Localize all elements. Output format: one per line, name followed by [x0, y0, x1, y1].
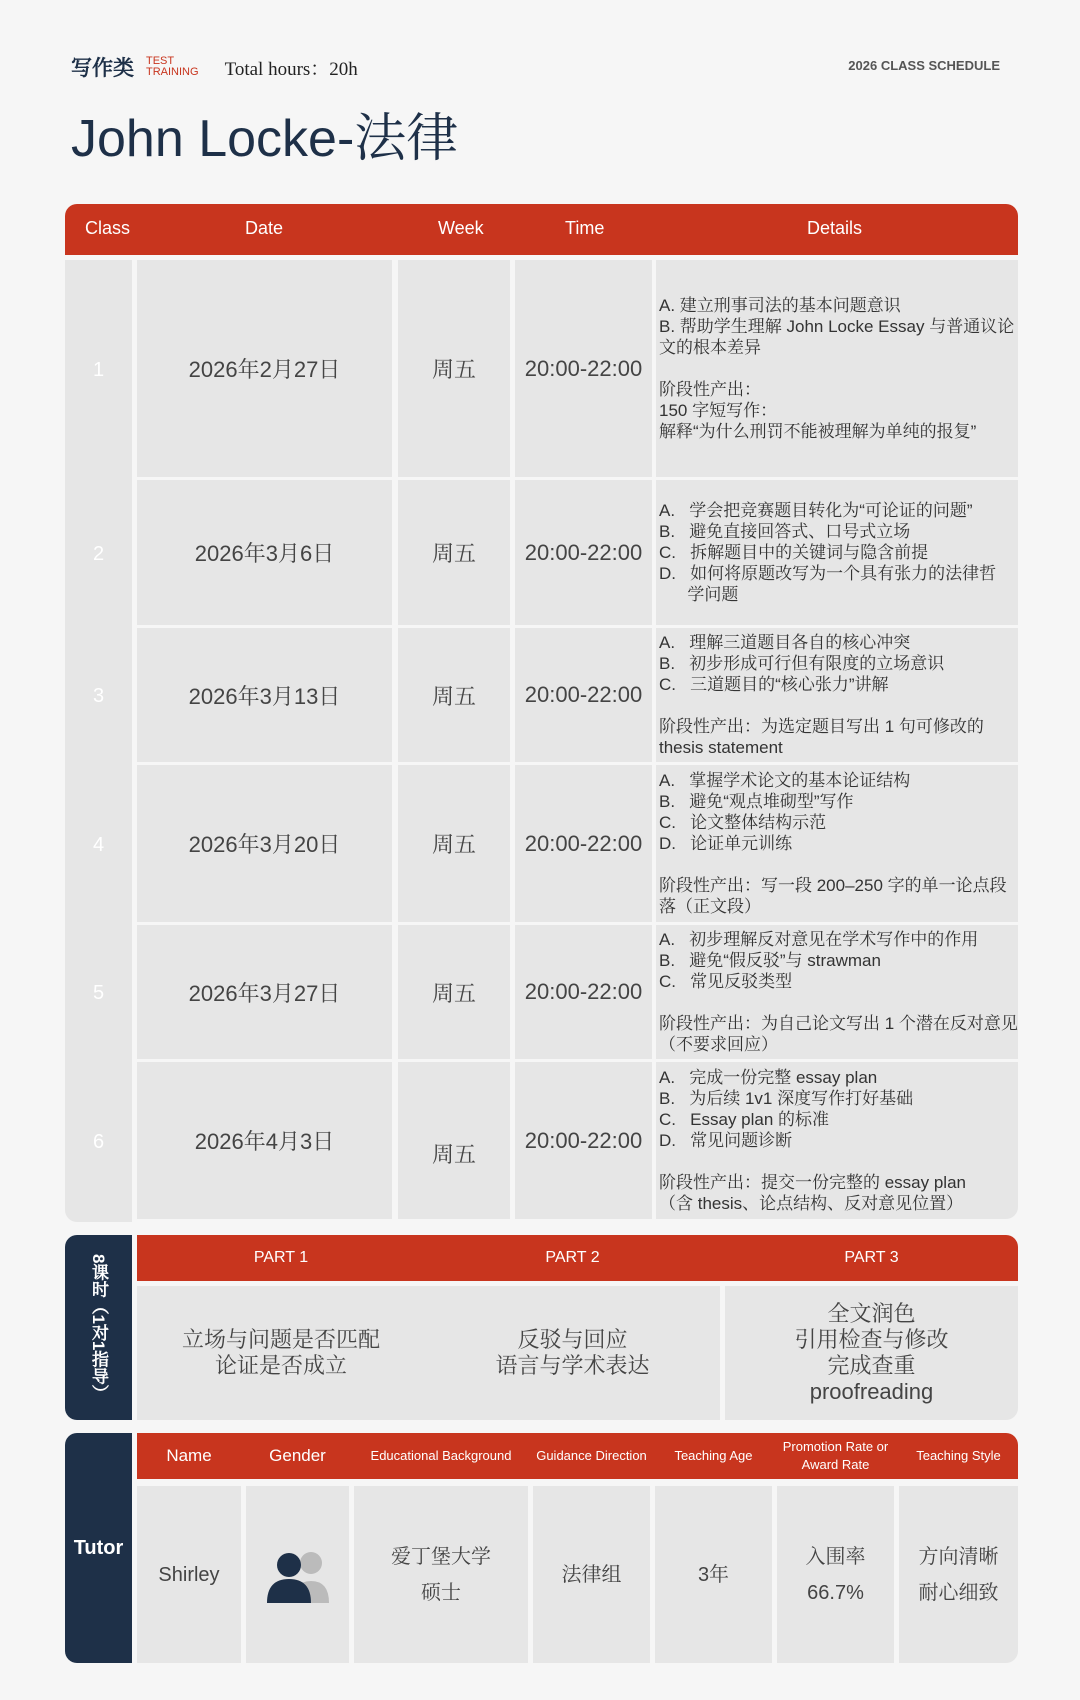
part-content: 反驳与回应 语言与学术表达 [425, 1286, 720, 1420]
total-hours: Total hours：20h [224, 58, 358, 80]
class-time: 20:00-22:00 [515, 480, 652, 625]
test-training-badge [146, 56, 199, 78]
class-number: 5 [65, 925, 132, 1062]
tutor-col-header: Educational Background [370, 1448, 512, 1463]
header-meta [71, 52, 358, 82]
class-time: 20:00-22:00 [515, 925, 652, 1059]
tutor-direction: 法律组 [533, 1486, 650, 1663]
tutor-col-header: Name [166, 1446, 212, 1465]
tutor-rate: 入围率 66.7% [777, 1486, 894, 1663]
badge-line2: TRAINING [146, 66, 199, 78]
class-week: 周五 [398, 628, 510, 762]
class-time: 20:00-22:00 [515, 628, 652, 762]
tutor-col-header: Guidance Direction [536, 1448, 647, 1463]
col-class: Class [85, 218, 131, 238]
part-label: PART 3 [844, 1249, 899, 1266]
class-details: A. 建立刑事司法的基本问题意识 B. 帮助学生理解 John Locke Essay 与普通议论文的根本差异 阶段性产出： 150 字短写作： 解释“为什么刑罚不能被理解为单纯的报复” [656, 260, 1018, 477]
class-date: 2026年3月13日 [137, 628, 392, 762]
class-date: 2026年3月27日 [137, 925, 392, 1059]
badge-line1: TEST [146, 55, 175, 67]
class-week: 周五 [398, 480, 510, 625]
class-week: 周五 [398, 925, 510, 1059]
col-week: Week [438, 218, 484, 238]
tutor-side-label: Tutor [65, 1433, 132, 1663]
tutor-name: Shirley [137, 1486, 241, 1663]
col-details: Details [807, 218, 863, 238]
tutor-age: 3年 [655, 1486, 772, 1663]
female-user-icon [263, 1547, 333, 1603]
page-title: John Locke-法律 [71, 110, 459, 168]
schedule-label: 2026 CLASS SCHEDULE [848, 58, 1000, 73]
class-date: 2026年2月27日 [137, 260, 392, 477]
parts-side-label: 8课时（1对1指导） [65, 1235, 132, 1420]
part-label: PART 2 [545, 1249, 600, 1266]
class-number: 6 [65, 1062, 132, 1222]
class-date: 2026年3月20日 [137, 765, 392, 922]
col-date: Date [245, 218, 284, 238]
tutor-style: 方向清晰 耐心细致 [899, 1486, 1018, 1663]
tutor-col-header: Gender [269, 1446, 326, 1465]
class-number: 2 [65, 480, 132, 628]
tutor-col-header: Teaching Style [916, 1448, 1001, 1463]
class-week: 周五 [398, 1062, 510, 1219]
part-content: 全文润色 引用检查与修改 完成查重 proofreading [725, 1286, 1018, 1420]
class-details: A. 理解三道题目各自的核心冲突 B. 初步形成可行但有限度的立场意识 C. 三道题目的“核心张力”讲解 阶段性产出：为选定题目写出 1 句可修改的thesis statement [656, 628, 1018, 762]
tutor-gender [246, 1486, 349, 1663]
tutor-col-header: Promotion Rate or Award Rate [782, 1439, 889, 1472]
class-time: 20:00-22:00 [515, 765, 652, 922]
class-details: A. 掌握学术论文的基本论证结构 B. 避免“观点堆砌型”写作 C. 论文整体结构示范 D. 论证单元训练 阶段性产出：写一段 200–250 字的单一论点段落（正文段） [656, 765, 1018, 922]
class-time: 20:00-22:00 [515, 260, 652, 477]
class-week: 周五 [398, 765, 510, 922]
class-details: A. 初步理解反对意见在学术写作中的作用 B. 避免“假反驳”与 strawman C. 常见反驳类型 阶段性产出：为自己论文写出 1 个潜在反对意见（不要求回应） [656, 925, 1018, 1059]
tutor-col-header: Teaching Age [674, 1448, 753, 1463]
class-number: 3 [65, 628, 132, 765]
part-content: 立场与问题是否匹配 论证是否成立 [137, 1286, 425, 1420]
class-details: A. 完成一份完整 essay plan B. 为后续 1v1 深度写作打好基础 C. Essay plan 的标准 D. 常见问题诊断 阶段性产出：提交一份完整的 essay plan （含 thesis、论点结构、反对意见位置） [656, 1062, 1018, 1219]
class-date: 2026年4月3日 [137, 1062, 392, 1219]
class-number: 4 [65, 765, 132, 925]
tutor-background: 爱丁堡大学 硕士 [354, 1486, 528, 1663]
part-label: PART 1 [253, 1249, 309, 1266]
class-time: 20:00-22:00 [515, 1062, 652, 1219]
col-time: Time [565, 218, 605, 238]
category-label: 写作类 [71, 57, 134, 80]
class-details: A. 学会把竞赛题目转化为“可论证的问题” B. 避免直接回答式、口号式立场 C. 拆解题目中的关键词与隐含前提 D. 如何将原题改写为一个具有张力的法律哲 学问题 [656, 480, 1018, 625]
class-week: 周五 [398, 260, 510, 477]
class-date: 2026年3月6日 [137, 480, 392, 625]
class-number: 1 [65, 260, 132, 480]
table-header [65, 204, 1018, 255]
